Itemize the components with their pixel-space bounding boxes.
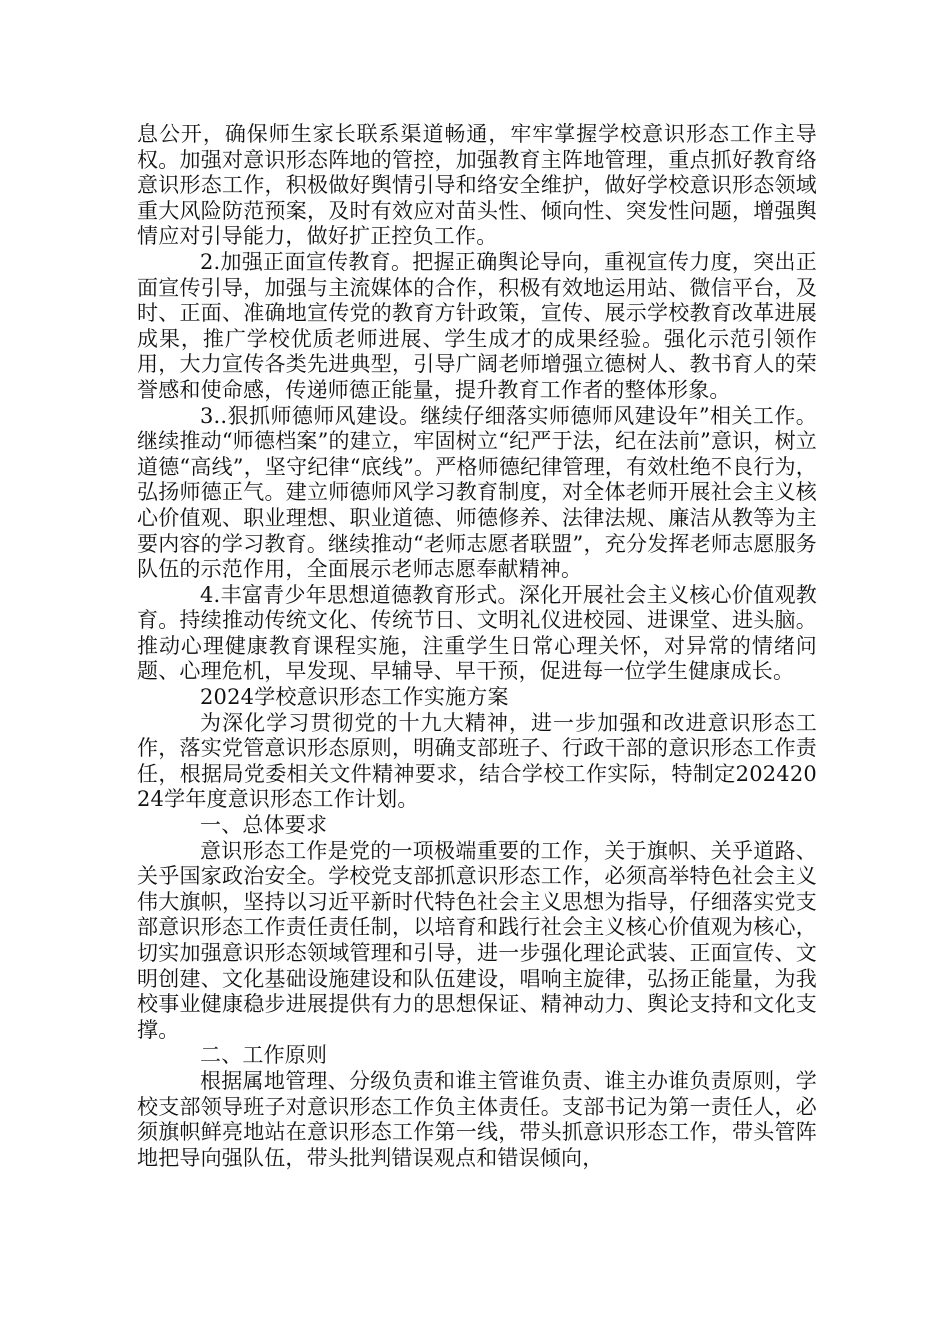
document-title: 2024学校意识形态工作实施方案: [200, 685, 509, 710]
paragraph-moral-education: 4.丰富青少年思想道德教育形式。深化开展社会主义核心价值观教育。持续推动传统文化、传统节日、文明礼仪进校园、进课堂、进头脑。推动心理健康教育课程实施，注重学生日常心理关怀，对异常的情绪问题、心理危机，早发现、早辅导、早干预，促进每一位学生健康成长。: [137, 582, 817, 684]
section-heading-general-requirements: 一、总体要求: [200, 813, 328, 838]
paragraph-introduction: 为深化学习贯彻党的十九大精神，进一步加强和改进意识形态工作，落实党管意识形态原则，明确支部班子、行政干部的意识形态工作责任，根据局党委相关文件精神要求，结合学校工作实际，特制定20242024学年度意识形态工作计划。: [137, 710, 817, 812]
document-body: [137, 122, 817, 1171]
section-heading-work-principles: 二、工作原则: [200, 1043, 328, 1068]
paragraph-continuation: 息公开，确保师生家长联系渠道畅通，牢牢掌握学校意识形态工作主导权。加强对意识形态阵地的管控，加强教育主阵地管理，重点抓好教育络意识形态工作，积极做好舆情引导和络安全维护，做好学校意识形态领域重大风险防范预案，及时有效应对苗头性、倾向性、突发性问题，增强舆情应对引导能力，做好扩正控负工作。: [137, 122, 817, 249]
paragraph-work-principles: 根据属地管理、分级负责和谁主管谁负责、谁主办谁负责原则，学校支部领导班子对意识形态工作负主体责任。支部书记为第一责任人，必须旗帜鲜亮地站在意识形态工作第一线，带头抓意识形态工作，带头管阵地把导向强队伍，带头批判错误观点和错误倾向，: [137, 1068, 817, 1170]
paragraph-teacher-ethics: 3..狠抓师德师风建设。继续仔细落实师德师风建设年”相关工作。继续推动“师德档案”的建立，牢固树立“纪严于法，纪在法前”意识，树立道德“高线”，坚守纪律“底线”。严格师德纪律管理，有效杜绝不良行为，弘扬师德正气。建立师德师风学习教育制度，对全体老师开展社会主义核心价值观、职业理想、职业道德、师德修养、法律法规、廉洁从教等为主要内容的学习教育。继续推动“老师志愿者联盟”，充分发挥老师志愿服务队伍的示范作用，全面展示老师志愿奉献精神。: [137, 403, 817, 582]
paragraph-general-requirements: 意识形态工作是党的一项极端重要的工作，关于旗帜、关乎道路、关乎国家政治安全。学校党支部抓意识形态工作，必须高举特色社会主义伟大旗帜，坚持以习近平新时代特色社会主义思想为指导，仔细落实党支部意识形态工作责任责任制，以培育和践行社会主义核心价值观为核心，切实加强意识形态领域管理和引导，进一步强化理论武装、正面宣传、文明创建、文化基础设施建设和队伍建设，唱响主旋律，弘扬正能量，为我校事业健康稳步进展提供有力的思想保证、精神动力、舆论支持和文化支撑。: [137, 838, 817, 1042]
paragraph-positive-publicity: 2.加强正面宣传教育。把握正确舆论导向，重视宣传力度，突出正面宣传引导，加强与主流媒体的合作，积极有效地运用站、微信平台，及时、正面、准确地宣传党的教育方针政策，宣传、展示学校教育改革进展成果，推广学校优质老师进展、学生成才的成果经验。强化示范引领作用，大力宣传各类先进典型，引导广阔老师增强立德树人、教书育人的荣誉感和使命感，传递师德正能量，提升教育工作者的整体形象。: [137, 249, 817, 402]
